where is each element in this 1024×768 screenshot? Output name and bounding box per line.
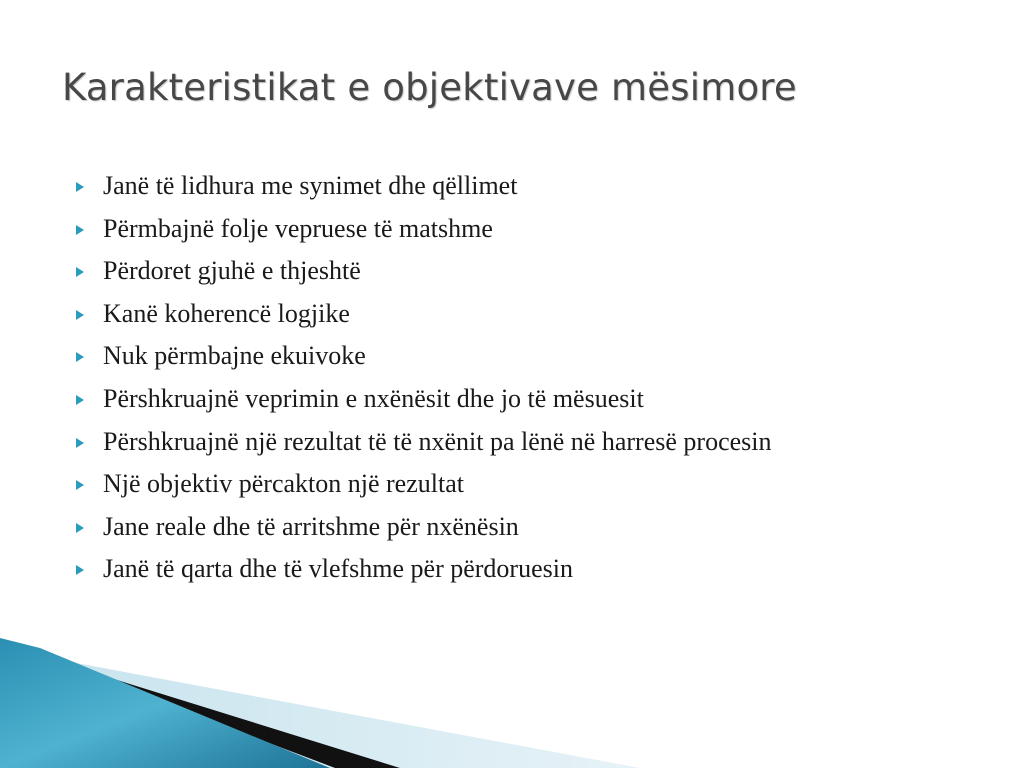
bullet-list [75, 171, 895, 597]
list-item [75, 427, 895, 457]
triangle-right-icon [76, 182, 84, 192]
list-item [75, 256, 895, 286]
list-item [75, 171, 895, 201]
bullet-text: Janë të qarta dhe të vlefshme për përdoruesin [103, 554, 573, 584]
list-item [75, 384, 895, 414]
bullet-text: Përshkruajnë veprimin e nxënësit dhe jo të mësuesit [103, 383, 644, 413]
bullet-text: Nuk përmbajne ekuivoke [103, 341, 366, 371]
bullet-text: Janë të lidhura me synimet dhe qëllimet [103, 171, 518, 200]
list-item [75, 554, 895, 584]
triangle-right-icon [76, 438, 84, 448]
triangle-right-icon [76, 395, 84, 405]
triangle-right-icon [76, 267, 84, 277]
bullet-text: Përshkruajnë një rezultat të të nxënit pa lënë në harresë procesin [103, 426, 772, 456]
list-item [75, 512, 895, 542]
list-item [75, 299, 895, 329]
bullet-text: Kanë koherencë logjike [103, 298, 350, 328]
decorative-wave [0, 638, 1024, 768]
triangle-right-icon [76, 565, 84, 575]
list-item [75, 214, 895, 244]
bullet-text: Jane reale dhe të arritshme për nxënësin [103, 511, 519, 541]
bullet-text: Një objektiv përcakton një rezultat [103, 469, 464, 499]
triangle-right-icon [76, 523, 84, 533]
triangle-right-icon [76, 480, 84, 490]
list-item [75, 341, 895, 371]
list-item [75, 469, 895, 499]
triangle-right-icon [76, 225, 84, 235]
bullet-text: Përmbajnë folje vepruese të matshme [103, 213, 493, 243]
triangle-right-icon [76, 310, 84, 320]
slide-title: Karakteristikat e objektivave mësimore [62, 66, 797, 109]
bullet-text: Përdoret gjuhë e thjeshtë [103, 256, 361, 286]
triangle-right-icon [76, 352, 84, 362]
